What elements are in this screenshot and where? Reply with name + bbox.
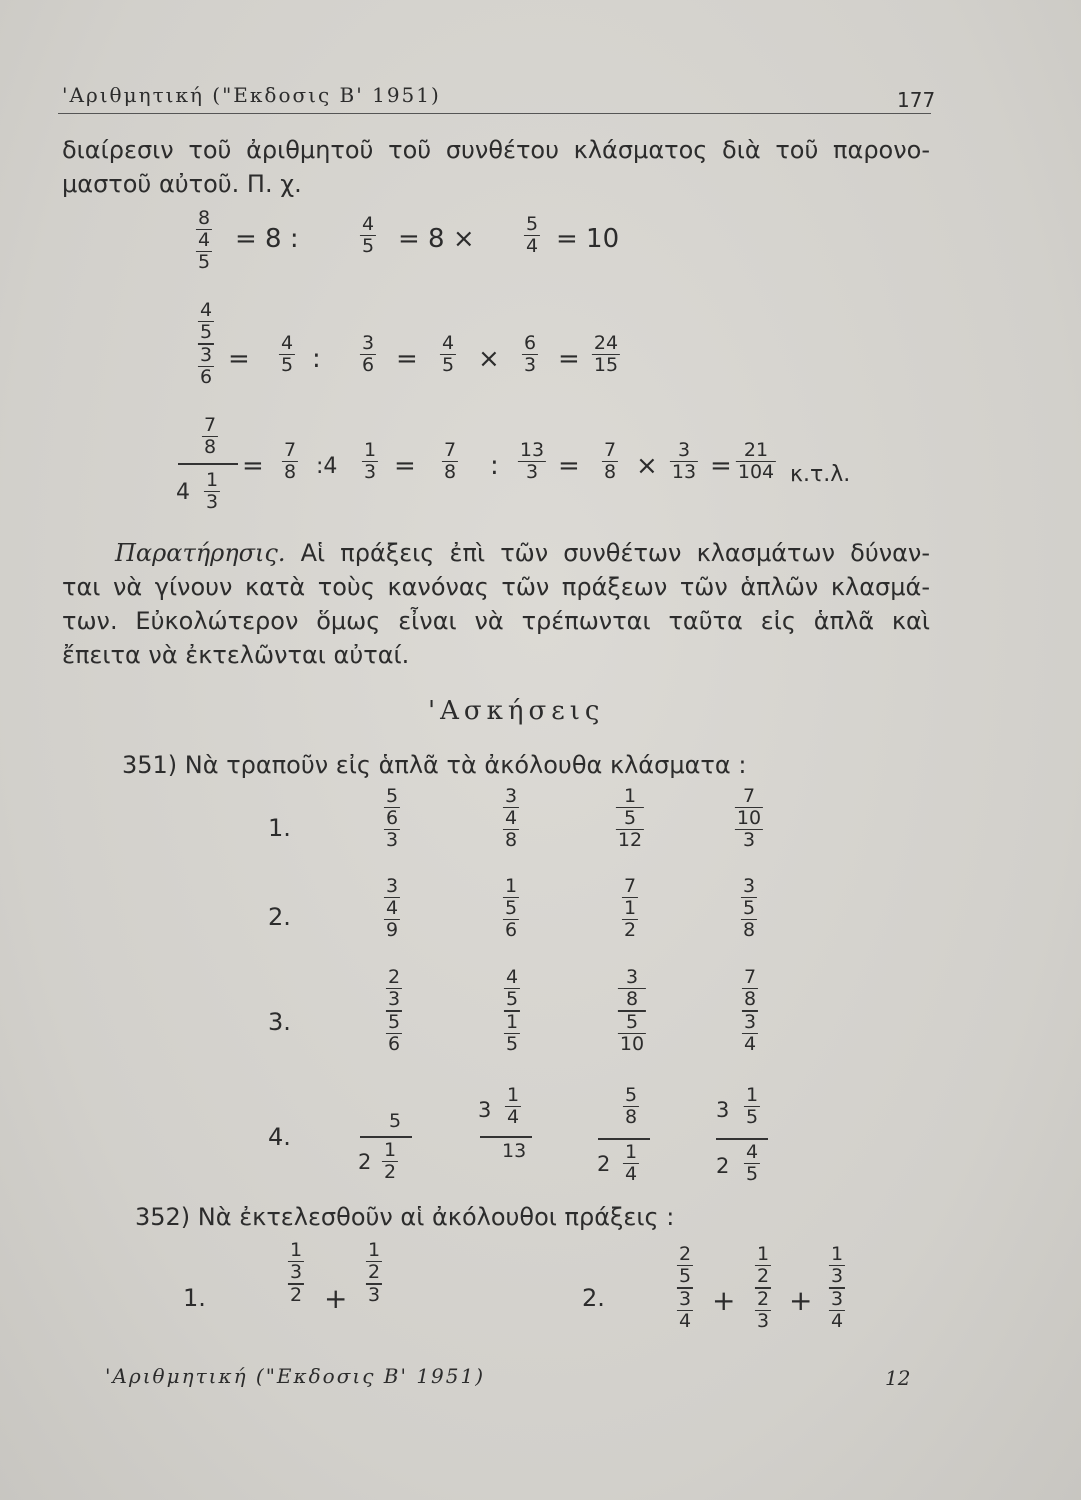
ex351-r4-i3-frac: $\frac{1}{4}$: [624, 1141, 638, 1185]
ex351-r4-i2-frac: $\frac{1}{4}$: [506, 1084, 520, 1128]
ex2-fraction-3: $\frac{4}{5}$: [441, 332, 455, 376]
ex351-r4-i4-whole-bottom: 2: [716, 1154, 730, 1178]
ex351-row3-label: 3.: [268, 1008, 291, 1036]
ex351-r2-item2: 1 5 6: [504, 875, 518, 941]
page-number: 177: [897, 88, 936, 112]
ex351-r3-item3: 3 8 5 10: [619, 966, 645, 1055]
ex351-r4-i2-bottom: 13: [502, 1140, 527, 1162]
ex2-complex-fraction: 4 5 3 6: [199, 299, 213, 388]
ex351-r4-i3-whole: 2: [597, 1152, 611, 1176]
ex3-fraction-1: $\frac{7}{8}$: [283, 439, 297, 483]
ex3-mixed-whole: 4: [176, 480, 190, 505]
ex351-r2-item3: 7 1 2: [623, 875, 637, 941]
ex351-r1-item1: 5 6 3: [385, 785, 399, 851]
ex351-r4-i4-bar: [716, 1138, 768, 1140]
ex351-r4-i4-frac-bottom: $\frac{4}{5}$: [745, 1141, 759, 1185]
ex1-fraction-2: $\frac{5}{4}$: [525, 213, 539, 257]
ex3-fraction-4: $\frac{7}{8}$: [603, 439, 617, 483]
ex351-r4-i4-frac-top: $\frac{1}{5}$: [745, 1084, 759, 1128]
remark-line-1: [115, 536, 930, 570]
footer-running-title: 'Αριθμητική ("Εκδοσις Β' 1951): [105, 1364, 486, 1388]
ex351-r4-i2-bar: [480, 1136, 532, 1138]
ex352-p2-b: 1 2 2 3: [756, 1243, 770, 1332]
remark-line-3: των. Εὐκολώτερον ὅμως εἶναι νὰ τρέπωνται ταῦτα εἰς ἁπλᾶ καὶ: [62, 607, 930, 635]
ex351-r4-i1-whole: 2: [358, 1150, 372, 1174]
ex3-colon: :: [490, 451, 499, 481]
ex351-row4-label: 4.: [268, 1123, 291, 1151]
exercises-heading: 'Ασκήσεις: [428, 696, 605, 726]
ex3-eq-4: =: [710, 451, 732, 481]
exercise-352-prompt: 352) Νὰ ἐκτελεσθοῦν αἱ ἀκόλουθοι πράξεις :: [135, 1203, 675, 1231]
ex351-r3-item2: 4 5 1 5: [505, 966, 519, 1055]
ex351-r4-i2-whole: 3: [478, 1098, 492, 1122]
ex351-r4-i3-bar: [598, 1138, 650, 1140]
ex352-p1-b: 1 2 3: [367, 1239, 381, 1306]
ex351-r4-i1-bar: [360, 1136, 412, 1138]
signature-mark: 12: [885, 1366, 911, 1390]
ex352-p2-plus-2: +: [789, 1284, 813, 1317]
header-rule: [58, 113, 931, 114]
ex351-r4-i1-frac: $\frac{1}{2}$: [383, 1139, 397, 1183]
exercise-351-prompt: 351) Νὰ τραποῦν εἰς ἁπλᾶ τὰ ἀκόλουθα κλάσματα :: [122, 751, 747, 779]
ex352-p2-plus-1: +: [712, 1284, 736, 1317]
ex3-fraction-3: $\frac{13}{3}$: [519, 439, 545, 483]
ex352-p2-c: 1 3 3 4: [830, 1243, 844, 1332]
ex2-eq-2: =: [396, 344, 418, 374]
ex3-eq-2: =: [394, 451, 416, 481]
running-header: 'Αριθμητική ("Εκδοσις Β' 1951): [62, 83, 441, 107]
ex351-r2-item1: 3 4 9: [385, 875, 399, 941]
ex351-r4-i1-top: 5: [389, 1110, 402, 1132]
ex1-eq: = 8 :: [235, 224, 299, 254]
remark-label: Παρατήρησις.: [115, 539, 286, 567]
ex3-eq-1: =: [242, 451, 264, 481]
remark-line-2: ται νὰ γίνουν κατὰ τοὺς κανόνας τῶν πράξεων τῶν ἁπλῶν κλασμά-: [62, 573, 930, 601]
ex3-main-bar: [178, 463, 238, 465]
ex352-p1-label: 1.: [183, 1284, 206, 1312]
ex351-r1-item3: 1 5 12: [617, 785, 643, 851]
intro-line-2: μαστοῦ αὐτοῦ. Π. χ.: [62, 170, 302, 198]
intro-line-1: διαίρεσιν τοῦ ἀριθμητοῦ τοῦ συνθέτου κλάσματος διὰ τοῦ παρονο-: [62, 136, 930, 164]
remark-text-1: Αἱ πράξεις ἐπὶ τῶν συνθέτων κλασμάτων δύναν-: [300, 539, 930, 567]
ex351-r1-item4: 7 10 3: [736, 785, 762, 851]
ex351-row2-label: 2.: [268, 903, 291, 931]
ex2-fraction-4: $\frac{6}{3}$: [523, 332, 537, 376]
ex3-etc: κ.τ.λ.: [790, 462, 851, 487]
ex351-row1-label: 1.: [268, 814, 291, 842]
ex351-r4-i4-whole-top: 3: [716, 1098, 730, 1122]
ex2-times: ×: [478, 344, 500, 374]
ex3-colon-whole: :4: [316, 454, 338, 479]
ex2-colon: :: [312, 344, 321, 374]
ex1-fraction-1: $\frac{4}{5}$: [361, 213, 375, 257]
ex3-times: ×: [636, 451, 658, 481]
ex1-complex-fraction: 8 4 5: [197, 207, 211, 273]
ex352-p2-label: 2.: [582, 1284, 605, 1312]
ex351-r4-i3-top: $\frac{5}{8}$: [624, 1084, 638, 1128]
ex3-fraction-5: $\frac{3}{13}$: [671, 439, 697, 483]
ex1-result: = 10: [556, 224, 620, 254]
ex351-r2-item4: 3 5 8: [742, 875, 756, 941]
ex352-p2-a: 2 5 3 4: [678, 1243, 692, 1332]
remark-line-4: ἔπειτα νὰ ἐκτελῶνται αὐταί.: [62, 641, 410, 669]
ex2-fraction-1: $\frac{4}{5}$: [280, 332, 294, 376]
ex2-eq-1: =: [228, 344, 250, 374]
ex3-fraction-2: $\frac{7}{8}$: [443, 439, 457, 483]
ex2-fraction-2: $\frac{3}{6}$: [361, 332, 375, 376]
ex352-p1-a: 1 3 2: [289, 1239, 303, 1306]
ex351-r3-item1: 2 3 5 6: [387, 966, 401, 1055]
ex1-eq2: = 8 ×: [398, 224, 475, 254]
ex3-eq-3: =: [558, 451, 580, 481]
ex2-result: $\frac{24}{15}$: [593, 332, 619, 376]
ex352-p1-plus: +: [324, 1282, 348, 1315]
ex3-result: $\frac{21}{104}$: [737, 439, 775, 483]
ex2-eq-3: =: [558, 344, 580, 374]
ex351-r3-item4: 7 8 3 4: [743, 966, 757, 1055]
ex3-mixed-fraction: $\frac{1}{3}$: [205, 469, 219, 513]
ex3-mixed-2: $\frac{1}{3}$: [363, 439, 377, 483]
ex351-r1-item2: 3 4 8: [504, 785, 518, 851]
ex3-top-fraction: $\frac{7}{8}$: [203, 414, 217, 458]
